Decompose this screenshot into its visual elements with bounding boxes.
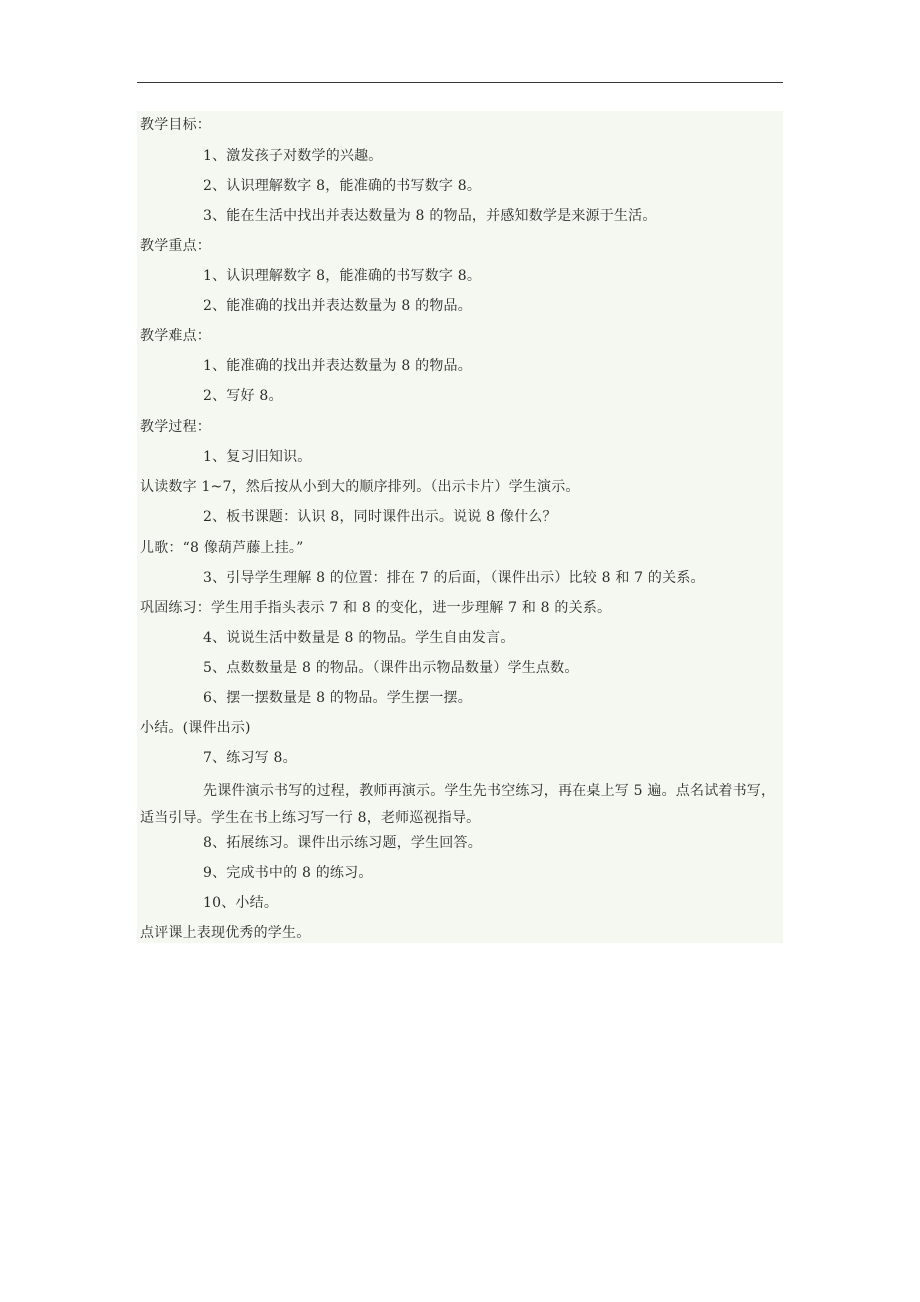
process-step: 1、复习旧知识。 <box>203 449 312 465</box>
goal-item: 2、认识理解数字 8，能准确的书写数字 8。 <box>203 178 482 194</box>
key-point-item: 1、认识理解数字 8，能准确的书写数字 8。 <box>203 268 482 284</box>
song-line: 儿歌：“8 像葫芦藤上挂。” <box>140 540 304 556</box>
header-rule <box>137 82 783 83</box>
process-step: 10、小结。 <box>203 895 279 911</box>
goal-item: 1、激发孩子对数学的兴趣。 <box>203 148 383 164</box>
process-step: 2、板书课题：认识 8，同时课件出示。说说 8 像什么？ <box>203 509 557 525</box>
lesson-plan-content <box>137 111 783 943</box>
process-step: 8、拓展练习。课件出示练习题，学生回答。 <box>203 835 482 851</box>
goal-item: 3、能在生活中找出并表达数量为 8 的物品，并感知数学是来源于生活。 <box>203 208 657 224</box>
difficulties-heading: 教学难点： <box>140 328 211 344</box>
goals-heading: 教学目标： <box>140 117 211 133</box>
process-step: 5、点数数量是 8 的物品。（课件出示物品数量）学生点数。 <box>203 660 579 676</box>
difficulty-item: 1、能准确的找出并表达数量为 8 的物品。 <box>203 358 472 374</box>
process-step: 7、练习写 8。 <box>203 750 297 766</box>
process-step: 4、说说生活中数量是 8 的物品。学生自由发言。 <box>203 630 515 646</box>
difficulty-item: 2、写好 8。 <box>203 388 283 404</box>
process-detail: 认读数字 1~7，然后按从小到大的顺序排列。（出示卡片）学生演示。 <box>140 479 580 495</box>
process-step: 9、完成书中的 8 的练习。 <box>203 865 373 881</box>
process-heading: 教学过程： <box>140 419 211 435</box>
summary-line: 小结。(课件出示) <box>140 720 251 736</box>
process-detail-paragraph: 先课件演示书写的过程，教师再演示。学生先书空练习，再在桌上写 5 遍。点名试着书写，适当引导。学生在书上练习写一行 8，老师巡视指导。 <box>140 783 776 826</box>
process-step: 6、摆一摆数量是 8 的物品。学生摆一摆。 <box>203 690 472 706</box>
closing-line: 点评课上表现优秀的学生。 <box>140 925 311 941</box>
key-points-heading: 教学重点： <box>140 238 211 254</box>
practice-line: 巩固练习：学生用手指头表示 7 和 8 的变化，进一步理解 7 和 8 的关系。 <box>140 600 612 616</box>
key-point-item: 2、能准确的找出并表达数量为 8 的物品。 <box>203 298 472 314</box>
process-step: 3、引导学生理解 8 的位置：排在 7 的后面，（课件出示）比较 8 和 7 的关系。 <box>203 570 705 586</box>
